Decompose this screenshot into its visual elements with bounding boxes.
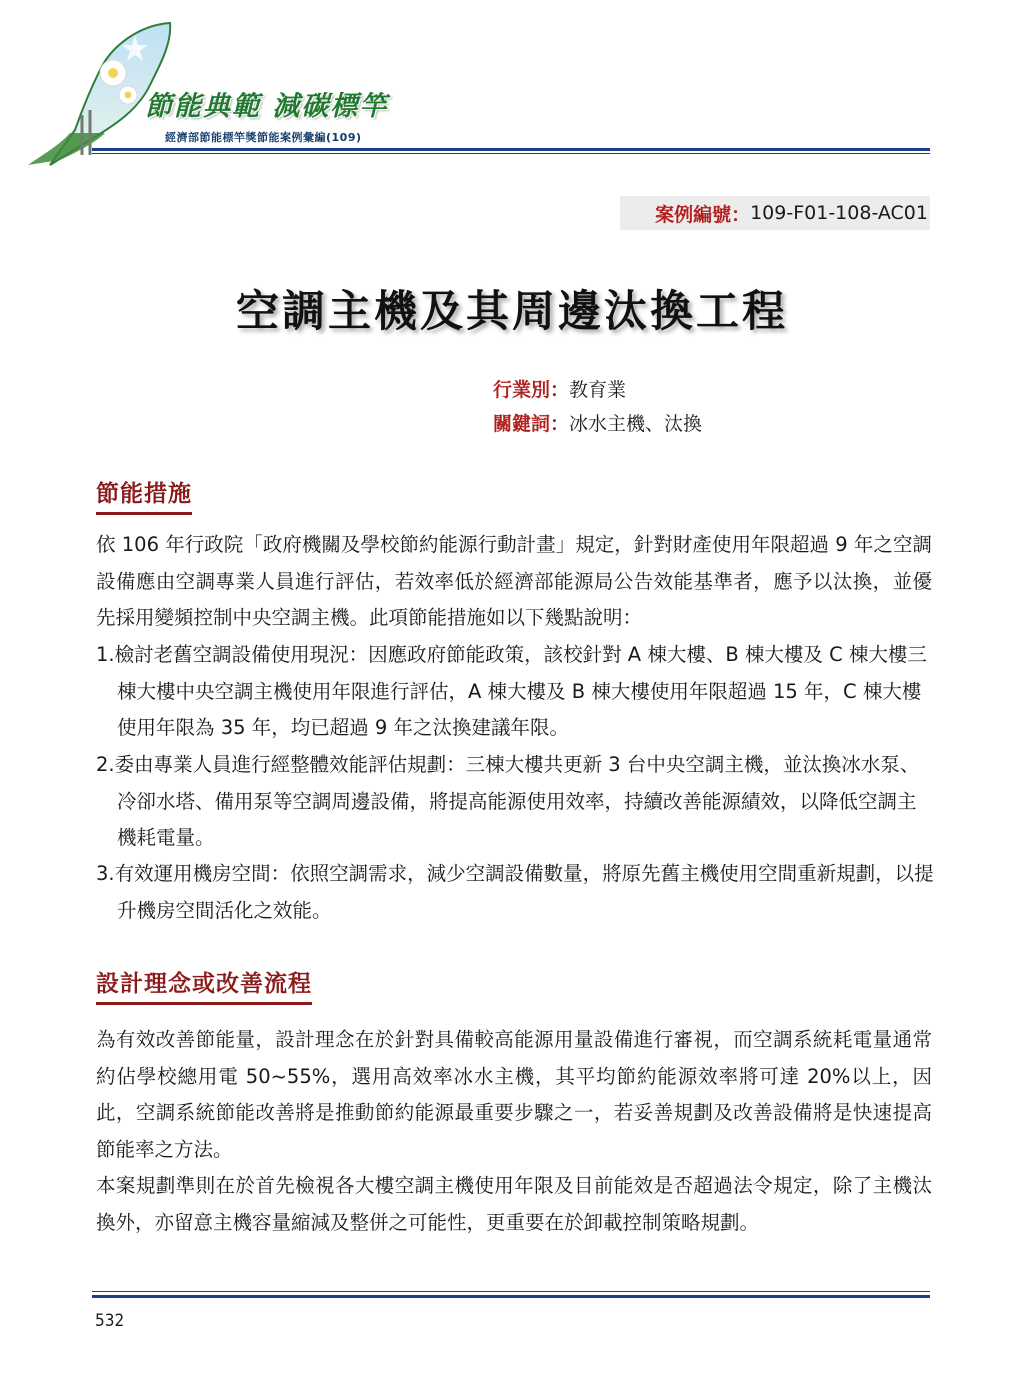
list-item: 2.委由專業人員進行經整體效能評估規劃：三棟大樓共更新 3 台中央空調主機，並汰換冰水泵、冷卻水塔、備用泵等空調周邊設備，將提高能源使用效率，持續改善能源績效，以降低空調主機耗電量。 — [96, 753, 920, 849]
header-divider-thin — [92, 153, 930, 154]
keywords-label: 關鍵詞： — [493, 413, 570, 435]
industry-value: 教育業 — [569, 379, 627, 401]
keywords-row — [493, 409, 702, 436]
brand-title: 節能典範 減碳標竿 — [145, 91, 389, 122]
list-item: 1.檢討老舊空調設備使用現況：因應政府節能政策，該校針對 A 棟大樓、B 棟大樓及 C 棟大樓三棟大樓中央空調主機使用年限進行評估，A 棟大樓及 B 棟大樓使用年限超過 15 年，C 棟大樓使用年限為 35 年，均已超過 9 年之汰換建議年限。 — [96, 643, 927, 739]
section1-intro: 依 106 年行政院「政府機關及學校節約能源行動計畫」規定，針對財產使用年限超過 9 年之空調設備應由空調專業人員進行評估，若效率低於經濟部能源局公告效能基準者，應予以汰換，並優先採用變頻控制中央空調主機。此項節能措施如以下幾點說明： — [96, 533, 932, 629]
industry-label: 行業別： — [493, 379, 570, 401]
section-heading-design-concept: 設計理念或改善流程 — [96, 965, 312, 1005]
case-number-label: 案例編號： — [655, 203, 751, 226]
footer-divider-thin — [92, 1291, 930, 1292]
brand-subtitle: 經濟部節能標竿獎節能案例彙編(109) — [165, 131, 362, 144]
section2-paragraph-2: 本案規劃準則在於首先檢視各大樓空調主機使用年限及目前能效是否超過法令規定，除了主機汰換外，亦留意主機容量縮減及整併之可能性，更重要在於卸載控制策略規劃。 — [96, 1174, 932, 1234]
case-number-box — [620, 196, 930, 230]
industry-row — [493, 375, 626, 402]
footer-divider-thick — [92, 1295, 930, 1298]
section-heading-energy-measures: 節能措施 — [96, 475, 192, 515]
list-item: 3.有效運用機房空間：依照空調需求，減少空調設備數量，將原先舊主機使用空間重新規劃，以提升機房空間活化之效能。 — [96, 862, 934, 922]
keywords-value: 冰水主機、汰換 — [569, 413, 703, 435]
case-number-value: 109-F01-108-AC01 — [750, 202, 928, 224]
page-title: 空調主機及其周邊汰換工程 — [236, 287, 788, 337]
header-divider-thick — [92, 148, 930, 151]
section2-paragraph-1: 為有效改善節能量，設計理念在於針對具備較高能源用量設備進行審視，而空調系統耗電量通常約佔學校總用電 50~55%，選用高效率冰水主機，其平均節約能源效率將可達 20%以上，因此，空調系統節能改善將是推動節約能源最重要步驟之一，若妥善規劃及改善設備將是快速提高節能率之方法。 — [96, 1028, 932, 1161]
page-number: 532 — [95, 1311, 125, 1331]
